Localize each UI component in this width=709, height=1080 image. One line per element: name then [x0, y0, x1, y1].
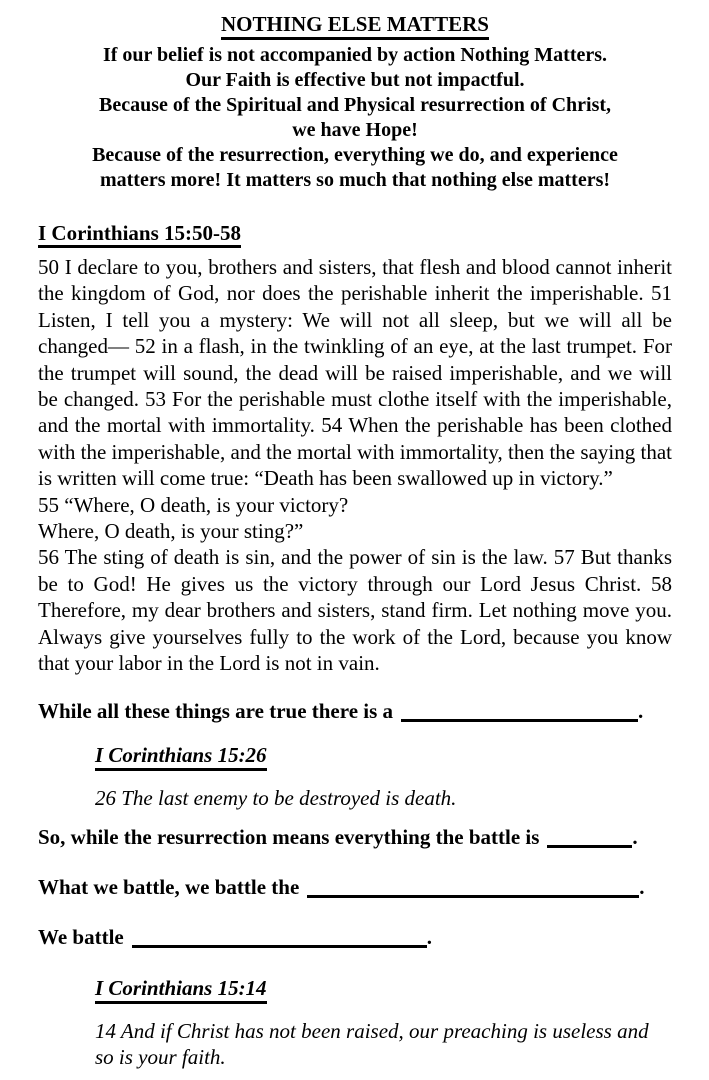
scripture-section-main — [38, 220, 672, 677]
fill-in-text-3: What we battle, we battle the — [38, 874, 300, 899]
scripture-section-15-14 — [95, 975, 672, 1070]
scripture-heading-15-14: I Corinthians 15:14 — [95, 976, 267, 1004]
fill-in-statement-3 — [38, 874, 672, 901]
scripture-heading-15-50-58: I Corinthians 15:50-58 — [38, 221, 241, 248]
subtitle-line-6: matters more! It matters so much that nothing else matters! — [99, 169, 611, 191]
fill-in-period-2: . — [632, 824, 638, 849]
scripture-paragraph-4: 56 The sting of death is sin, and the power of sin is the law. 57 But thanks be to God! He gives us the victory through our Lord Jesus Christ. 58 Therefore, my dear brothers and sisters, stand firm. Let nothing move you. Always give yourselves fully to the work of the Lord, because you know that your labor in the Lord is not in vain. — [38, 545, 672, 676]
scripture-heading-row — [38, 220, 672, 249]
fill-in-text-2: So, while the resurrection means everything the battle is — [38, 824, 540, 849]
fill-in-period-3: . — [639, 874, 645, 899]
subtitle-line-5: Because of the resurrection, everything we do, and experience — [92, 144, 618, 166]
fill-in-period-4: . — [426, 924, 432, 949]
blank-line-4 — [132, 927, 427, 948]
page-title: NOTHING ELSE MATTERS — [221, 12, 489, 40]
scripture-paragraph-2: 55 “Where, O death, is your victory? — [38, 492, 349, 517]
verse-15-14: 14 And if Christ has not been raised, our preaching is useless and so is your faith. — [95, 1018, 649, 1069]
sub-heading-row-26 — [95, 742, 672, 771]
sub-heading-row-14 — [95, 975, 672, 1004]
fill-in-statement-2 — [38, 824, 672, 851]
blank-line-1 — [401, 701, 638, 722]
title-row — [38, 12, 672, 39]
blank-line-2 — [547, 827, 632, 848]
fill-in-text-1: While all these things are true there is a — [38, 698, 394, 723]
fill-in-period-1: . — [638, 698, 644, 723]
scripture-paragraph-3: Where, O death, is your sting?” — [38, 519, 304, 544]
scripture-heading-15-26: I Corinthians 15:26 — [95, 743, 267, 771]
subtitle-line-1: If our belief is not accompanied by action Nothing Matters. — [102, 44, 608, 66]
subtitle-line-4: we have Hope! — [292, 119, 418, 141]
subtitle-line-3: Because of the Spiritual and Physical resurrection of Christ, — [98, 94, 612, 116]
verse-15-26: 26 The last enemy to be destroyed is death. — [95, 785, 457, 810]
fill-in-statement-1 — [38, 698, 672, 725]
scripture-paragraph-1: 50 I declare to you, brothers and sisters, that flesh and blood cannot inherit the kingdom of God, nor does the perishable inherit the imperishable. 51 Listen, I tell you a mystery: We will not all sleep, but we will all be changed— 52 in a flash, in the twinkling of an eye, at the last trumpet. For the trumpet will sound, the dead will be raised imperishable, and we will be changed. 53 For the perishable must clothe itself with the imperishable, and the mortal with immortality. 54 When the perishable has been clothed with the imperishable, and the mortal with immortality, then the saying that is written will come true: “Death has been swallowed up in victory.” — [38, 255, 672, 491]
fill-in-text-4: We battle — [38, 924, 124, 949]
document-header — [38, 12, 672, 193]
fill-in-statement-4 — [38, 924, 672, 951]
blank-line-3 — [307, 877, 639, 898]
subtitle-line-2: Our Faith is effective but not impactful. — [185, 69, 525, 91]
scripture-section-15-26 — [95, 742, 672, 811]
